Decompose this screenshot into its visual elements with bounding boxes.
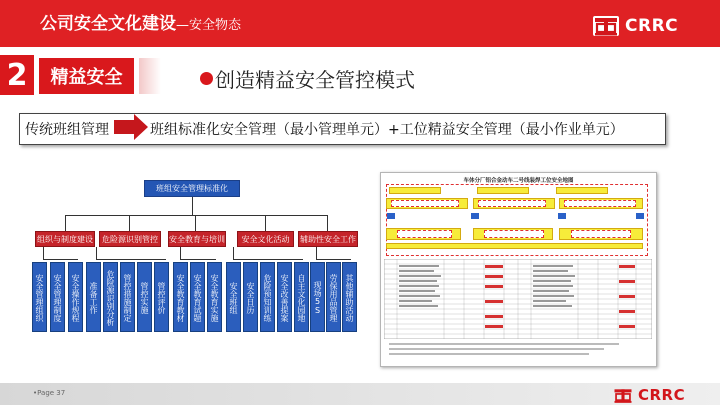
category-education: 安全教育与培训 — [168, 231, 226, 247]
diagram-marker — [387, 213, 395, 219]
diagram-block — [477, 187, 529, 194]
leaf-item: 安全管理组织 — [32, 262, 47, 332]
diagram-inner — [484, 230, 544, 238]
connector-line — [96, 247, 97, 259]
logo-wordmark: CRRC — [625, 16, 679, 36]
leaf-item: 安全管理制度 — [50, 262, 65, 332]
category-hazard-control: 危险源识别管控 — [99, 231, 161, 247]
section-label: 精益安全 — [39, 58, 134, 94]
diagram-marker — [558, 213, 566, 219]
diagram-block — [389, 187, 441, 194]
title-main: 公司安全文化建设 — [40, 14, 176, 34]
connector-line — [180, 247, 181, 259]
category-culture-activity: 安全文化活动 — [237, 231, 294, 247]
leaf-item: 危险源识别分析 — [103, 262, 118, 332]
section-number: 2 — [0, 55, 34, 95]
connector-line — [43, 259, 78, 260]
connector-line — [65, 215, 327, 216]
section-headline: 创造精益安全管控模式 — [215, 68, 415, 92]
connector-line — [65, 215, 66, 231]
diagram-marker — [636, 213, 644, 219]
crrc-emblem-icon — [592, 15, 620, 37]
connector-line — [316, 259, 351, 260]
title-subtitle: —安全物态 — [176, 18, 242, 33]
diagram-inner — [564, 200, 636, 207]
diagram-inner — [397, 230, 452, 238]
safety-map-document — [380, 172, 657, 367]
leaf-item: 现场5S — [310, 262, 325, 332]
leaf-item: 管控实施 — [137, 262, 152, 332]
connector-line — [327, 215, 328, 231]
connector-line — [233, 247, 234, 259]
leaf-item: 其他辅助活动 — [342, 262, 357, 332]
leaf-item: 准备工作 — [86, 262, 101, 332]
leaf-item: 安全日历 — [243, 262, 258, 332]
safety-table-grid — [384, 259, 652, 339]
diagram-rail — [386, 243, 643, 249]
page-number: •Page 37 — [33, 389, 66, 397]
crrc-logo-footer — [612, 386, 685, 404]
diagram-inner — [478, 200, 546, 207]
bullet-icon — [200, 72, 213, 85]
leaf-item: 管控评价 — [154, 262, 169, 332]
diagram-marker — [471, 213, 479, 219]
note-line — [389, 348, 604, 350]
note-line — [389, 343, 619, 345]
leaf-item: 安全教育实施 — [207, 262, 222, 332]
connector-line — [129, 215, 130, 231]
arrow-right-icon — [112, 113, 150, 141]
flow-from-label: 传统班组管理 — [25, 122, 109, 138]
leaf-item: 自主文化园地 — [294, 262, 309, 332]
document-title: 车体分厂铝合金动车二号线装焊工位安全地图 — [463, 178, 574, 184]
category-org-system: 组织与制度建设 — [35, 231, 95, 247]
leaf-item: 安全改善提案 — [277, 262, 292, 332]
connector-line — [96, 259, 166, 260]
note-line — [389, 353, 589, 355]
leaf-item: 安全操作规程 — [68, 262, 83, 332]
crrc-emblem-icon — [612, 387, 634, 404]
leaf-item: 管控措施制定 — [120, 262, 135, 332]
section-band — [139, 58, 161, 94]
connector-line — [265, 215, 266, 231]
page-title — [40, 9, 241, 34]
connector-line — [192, 197, 193, 215]
logo-wordmark: CRRC — [638, 386, 686, 404]
diagram-block — [556, 187, 608, 194]
leaf-item: 安全教育教材 — [173, 262, 188, 332]
category-auxiliary: 辅助性安全工作 — [298, 231, 358, 247]
diagram-inner — [571, 230, 631, 238]
connector-line — [180, 259, 216, 260]
org-root: 班组安全管理标准化 — [144, 180, 240, 197]
flow-to-label: 班组标准化安全管理（最小管理单元）+工位精益安全管理（最小作业单元） — [150, 122, 624, 138]
crrc-logo — [592, 15, 678, 37]
connector-line — [316, 247, 317, 259]
leaf-item: 危险预知训练 — [260, 262, 275, 332]
connector-line — [233, 259, 303, 260]
diagram-inner — [391, 200, 459, 207]
leaf-item: 安全教育试题 — [190, 262, 205, 332]
connector-line — [195, 215, 196, 231]
leaf-item: 安全班组 — [226, 262, 241, 332]
connector-line — [43, 247, 44, 259]
leaf-item: 劳保用品管理 — [326, 262, 341, 332]
